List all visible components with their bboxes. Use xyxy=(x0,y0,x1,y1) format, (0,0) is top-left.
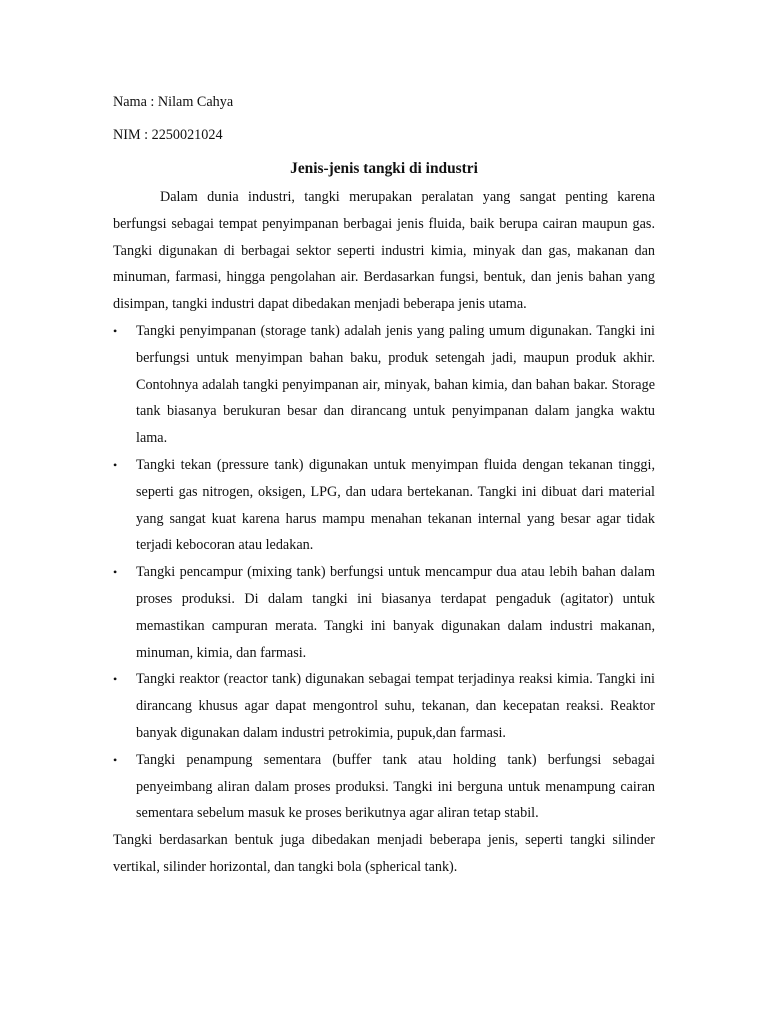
list-item-text: Tangki penampung sementara (buffer tank atau holding tank) berfungsi sebagai penyeimbang aliran dalam proses produksi. Tangki ini berguna untuk menampung cairan sementara sebelum masuk ke proses berikutnya agar aliran tetap stabil. xyxy=(136,751,655,822)
closing-paragraph: Tangki berdasarkan bentuk juga dibedakan menjadi beberapa jenis, seperti tangki silinder vertikal, silinder horizontal, dan tangki bola (spherical tank). xyxy=(113,832,655,875)
intro-paragraph: Dalam dunia industri, tangki merupakan peralatan yang sangat penting karena berfungsi sebagai tempat penyimpanan berbagai jenis fluida, baik berupa cairan maupun gas. Tangki digunakan di berbagai sektor seperti industri kimia, minyak dan gas, makanan dan minuman, farmasi, hingga pengolahan air. Berdasarkan fungsi, bentuk, dan jenis bahan yang disimpan, tangki industri dapat dibedakan menjadi beberapa jenis utama. xyxy=(113,189,655,313)
bullet-icon: • xyxy=(113,323,118,338)
bullet-icon: • xyxy=(113,752,118,767)
author-name-line: Nama : Nilam Cahya xyxy=(113,94,234,110)
list-item-storage-tank xyxy=(113,318,655,452)
student-id-line: NIM : 2250021024 xyxy=(113,127,223,143)
document-page xyxy=(113,92,655,881)
list-item-reactor-tank xyxy=(113,666,655,746)
tank-types-list xyxy=(113,318,655,827)
document-title: Jenis-jenis tangki di industri xyxy=(290,160,478,177)
bullet-icon: • xyxy=(113,565,118,580)
list-item-mixing-tank xyxy=(113,559,655,666)
bullet-icon: • xyxy=(113,457,118,472)
list-item-text: Tangki tekan (pressure tank) digunakan untuk menyimpan fluida dengan tekanan tinggi, seperti gas nitrogen, oksigen, LPG, dan udara bertekanan. Tangki ini dibuat dari material yang sangat kuat karena harus mampu menahan tekanan internal yang besar agar tidak terjadi kebocoran atau ledakan. xyxy=(136,456,655,554)
list-item-pressure-tank xyxy=(113,452,655,559)
list-item-text: Tangki pencampur (mixing tank) berfungsi untuk mencampur dua atau lebih bahan dalam proses produksi. Di dalam tangki ini biasanya terdapat pengaduk (agitator) untuk memastikan campuran merata. Tangki ini banyak digunakan dalam industri makanan, minuman, kimia, dan farmasi. xyxy=(136,564,655,661)
list-item-buffer-tank xyxy=(113,747,655,827)
bullet-icon: • xyxy=(113,672,118,687)
list-item-text: Tangki reaktor (reactor tank) digunakan sebagai tempat terjadinya reaksi kimia. Tangki ini dirancang khusus agar dapat mengontrol suhu, tekanan, dan kecepatan reaksi. Reaktor banyak digunakan dalam industri petrokimia, pupuk,dan farmasi. xyxy=(136,671,655,741)
list-item-text: Tangki penyimpanan (storage tank) adalah jenis yang paling umum digunakan. Tangki ini berfungsi untuk menyimpan bahan baku, produk setengah jadi, maupun produk akhir. Contohnya adalah tangki penyimpanan air, minyak, bahan kimia, dan bahan bakar. Storage tank biasanya berukuran besar dan dirancang untuk penyimpanan dalam jangka waktu lama. xyxy=(136,322,655,447)
